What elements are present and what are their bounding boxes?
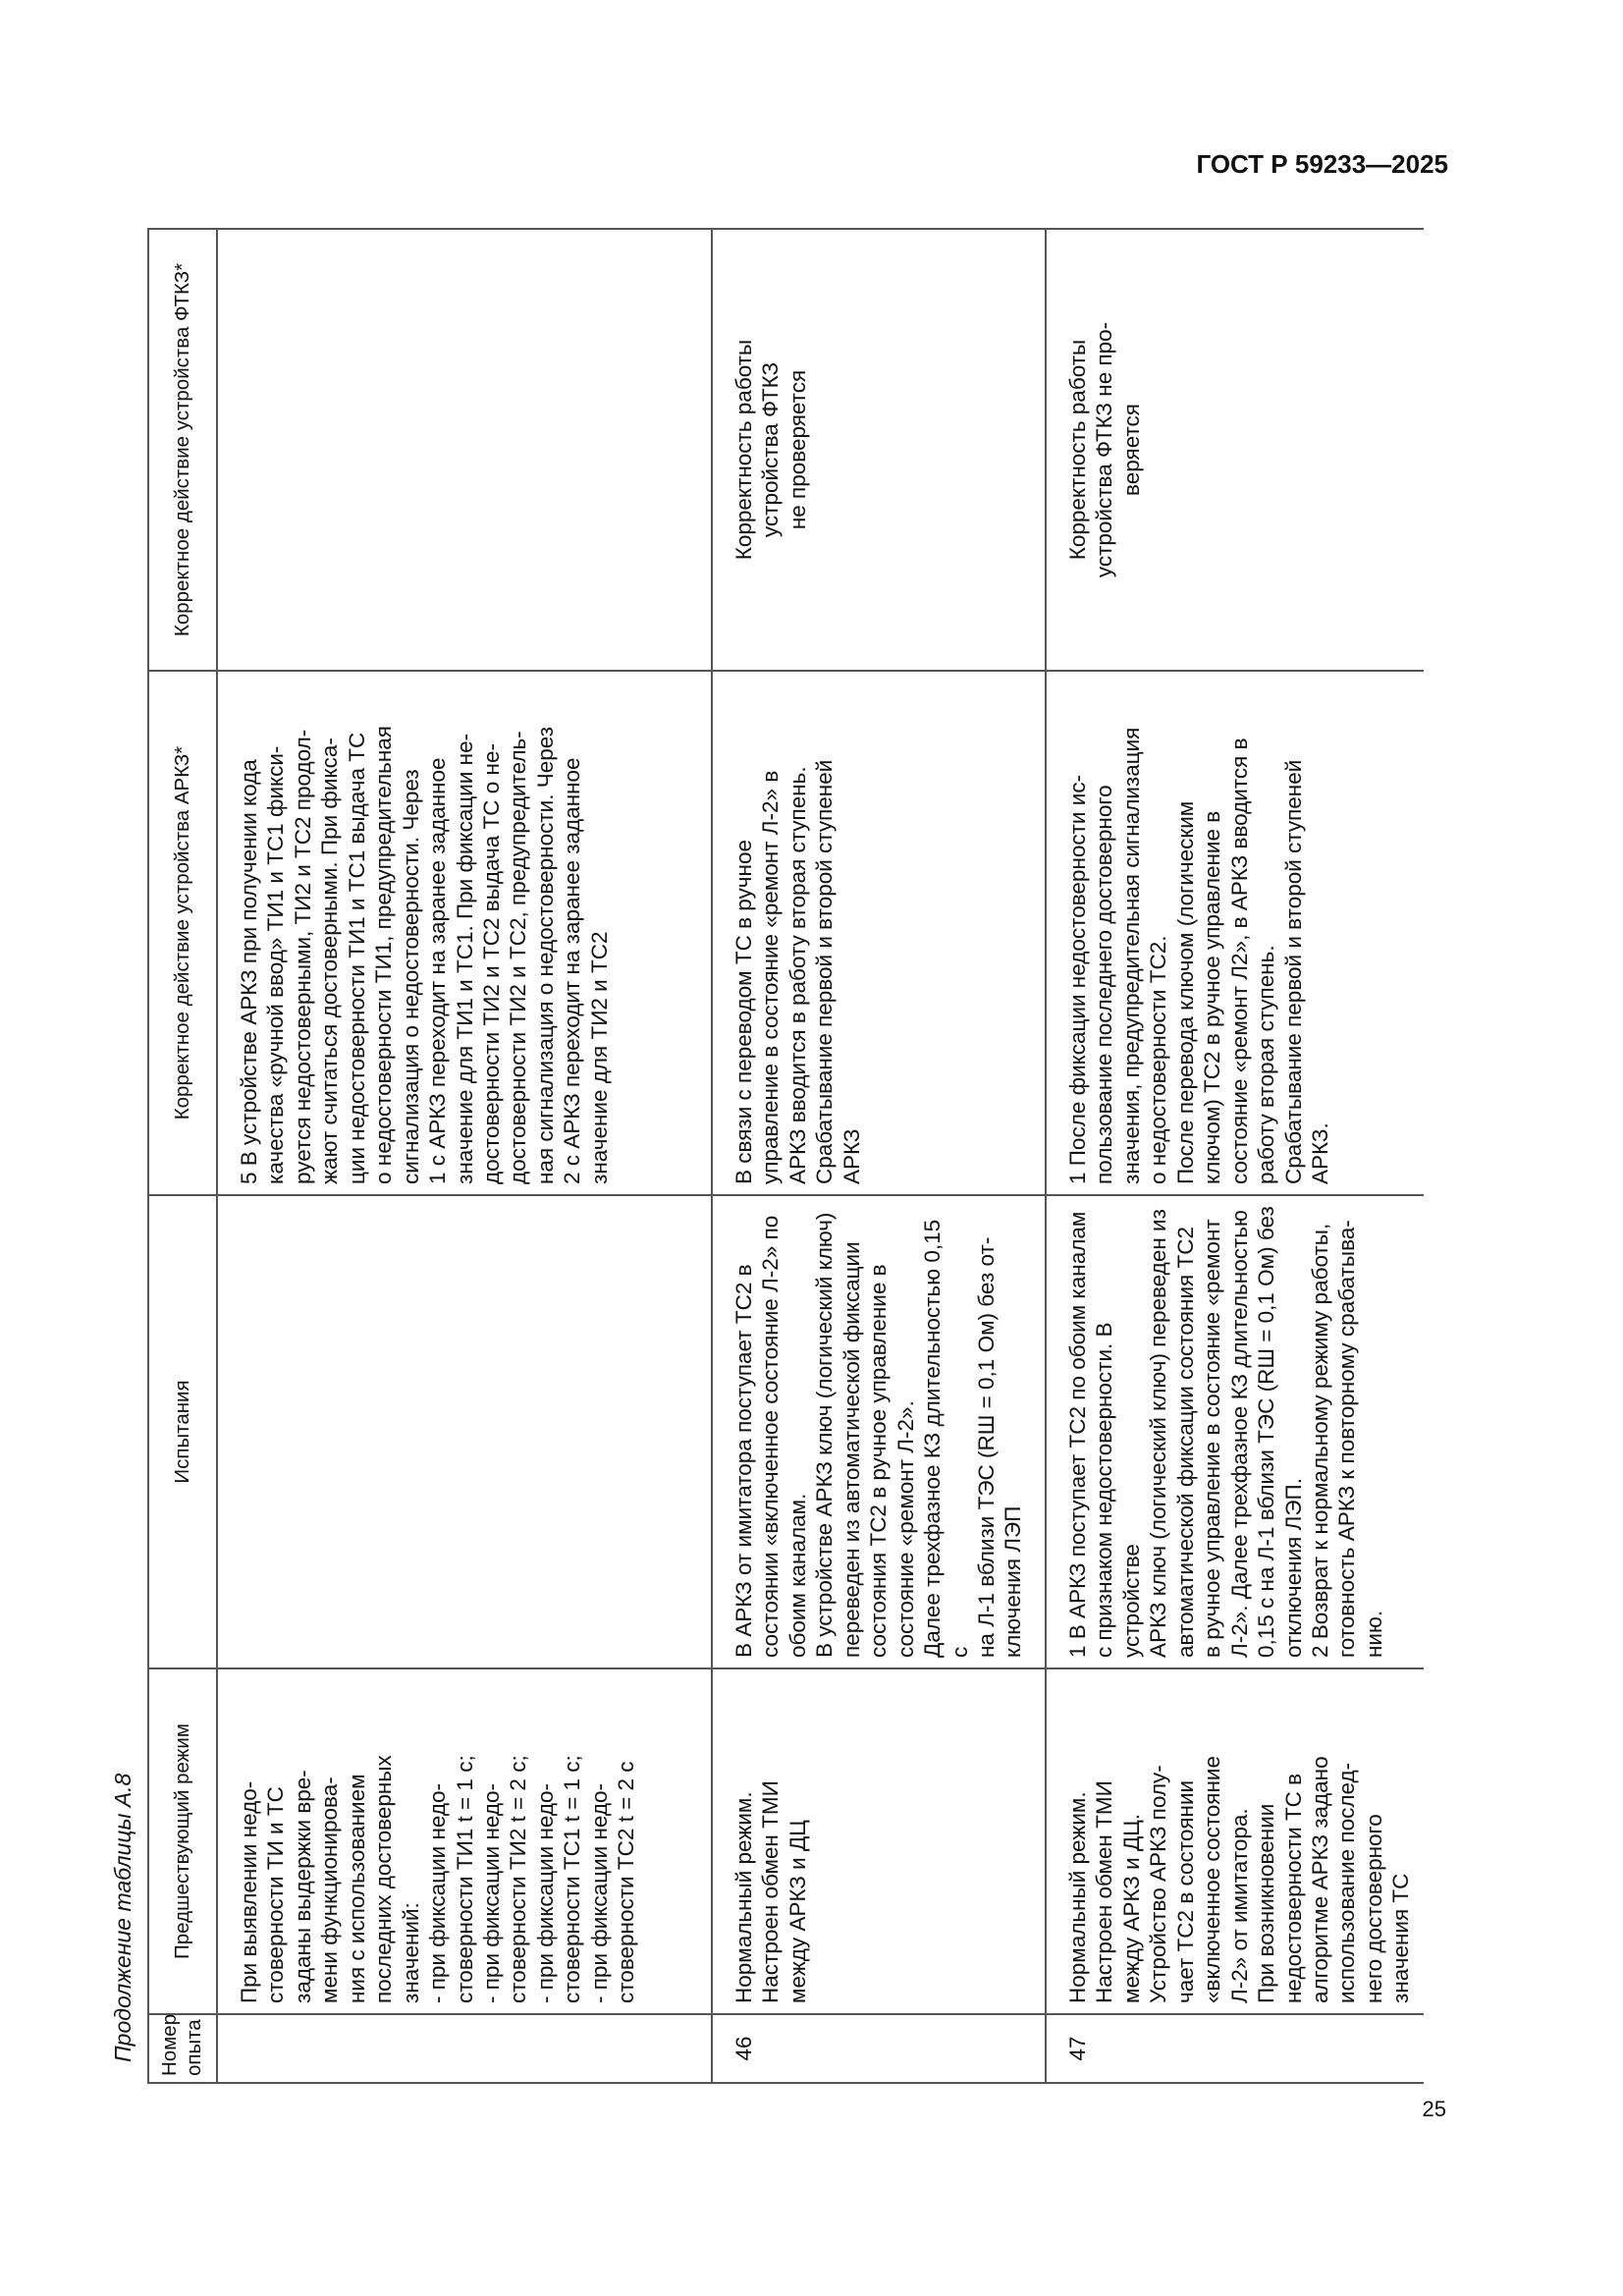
cell-tests	[217, 1195, 712, 1668]
cell-text-line: достоверности ТИ2 и ТС2, предупредитель-	[506, 731, 531, 1184]
cell-tests	[1046, 1195, 1424, 1668]
cell-text-line: значений:	[398, 1902, 423, 2003]
cell-text-line: стоверности ТИ и ТС	[263, 1786, 289, 2003]
cell-text-line: чает ТС2 в состоянии	[1172, 1779, 1198, 2003]
cell-text-line: работу вторая ступень.	[1254, 945, 1279, 1184]
cell-text-line: готовность АРКЗ к повторному срабатыва-	[1334, 1220, 1360, 1658]
cell-tests	[712, 1195, 1046, 1668]
cell-text-line: В устройстве АРКЗ ключ (логический ключ)	[812, 1212, 838, 1658]
cell-text-line: значение для ТИ1 и ТС1. При фиксации не-	[452, 733, 477, 1184]
cell-text-line: не проверяется	[784, 369, 810, 530]
cell-text-line: 1 В АРКЗ поступает ТС2 по обоим каналам	[1065, 1211, 1090, 1658]
cell-text-line: автоматической фиксации состояния ТС2	[1172, 1227, 1198, 1658]
cell-text-line: стоверности ТИ2 t = 2 с;	[506, 1755, 531, 2003]
cell-text-line: После перевода ключом (логическим	[1172, 800, 1198, 1184]
cell-text-line: Корректность работы	[731, 339, 756, 561]
cell-number: 47	[1046, 2014, 1424, 2083]
cell-text-line: Корректность работы	[1065, 339, 1090, 561]
cell-text-line: между АРКЗ и ДЦ.	[1118, 1813, 1144, 2003]
cell-text-line: веряется	[1118, 404, 1144, 496]
cell-text-line: на Л-1 вблизи ТЭС (RШ = 0,1 Ом) без от-	[973, 1236, 999, 1658]
cell-text-line: Настроен обмен ТМИ	[758, 1780, 784, 2003]
cell-text-line: При выявлении недо-	[237, 1780, 261, 2003]
cell-text-line: Настроен обмен ТМИ	[1092, 1780, 1117, 2003]
cell-text-line: управление в состояние «ремонт Л-2» в	[758, 770, 784, 1184]
cell-arkz-action	[712, 671, 1046, 1195]
cell-text-line: с признаком недостоверности. В устройстве	[1092, 1322, 1144, 1658]
cell-text-line: Далее трехфазное КЗ длительностью 0,15 с	[920, 1219, 972, 1658]
cell-text-line: АРКЗ	[839, 1128, 864, 1184]
cell-text-line: сигнализация о недостоверности. Через	[398, 769, 423, 1184]
cell-ftkz-action	[217, 229, 712, 671]
cell-text-line: «включенное состояние	[1200, 1756, 1225, 2003]
test-table	[147, 228, 1424, 2084]
cell-text-line: заданы выдержки вре-	[290, 1770, 315, 2003]
cell-text-line: стоверности ТИ1 t = 1 с;	[452, 1755, 477, 2003]
cell-text-line: ния с использованием	[344, 1774, 369, 2003]
cell-text-line: состояние «ремонт Л2», в АРКЗ вводится в	[1226, 738, 1252, 1184]
cell-arkz-action	[1046, 671, 1424, 1195]
cell-text-line: Срабатывание первой и второй ступеней	[812, 759, 838, 1184]
table-row	[217, 229, 712, 2083]
cell-text-line: мени функционирова-	[317, 1777, 343, 2003]
cell-text-line: пользование последнего достоверного	[1092, 785, 1117, 1184]
cell-text-line: АРКЗ.	[1307, 1122, 1332, 1184]
cell-text-line: переведен из автоматической фиксации	[839, 1241, 864, 1658]
document-id: ГОСТ Р 59233—2025	[1196, 149, 1448, 179]
cell-prev-mode	[712, 1668, 1046, 2014]
cell-ftkz-action	[1046, 229, 1424, 671]
cell-text-line: 1 с АРКЗ переходит на заранее заданное	[425, 757, 451, 1184]
rotated-table-wrapper	[147, 230, 1414, 2084]
table-caption: Продолжение таблицы А.8	[110, 1773, 135, 2062]
cell-number	[217, 2014, 712, 2083]
cell-text-line: отключения ЛЭП.	[1280, 1478, 1306, 1658]
cell-text-line: значения ТС	[1388, 1873, 1414, 2003]
col-header-tests: Испытания	[148, 1195, 217, 1668]
cell-text-line: Л-2». Далее трехфазное КЗ длительностью	[1226, 1210, 1252, 1658]
cell-text-line: - при фиксации недо-	[586, 1782, 612, 2003]
cell-text-line: 2 с АРКЗ переходит на заранее заданное	[560, 757, 585, 1184]
cell-text-line: В связи с переводом ТС в ручное	[731, 840, 756, 1184]
cell-text-line: о недостоверности ТС2.	[1146, 935, 1171, 1184]
cell-text-line: - при фиксации недо-	[478, 1782, 504, 2003]
cell-text-line: недостоверности ТС в	[1280, 1773, 1306, 2003]
cell-text-line: В АРКЗ от имитатора поступает ТС2 в	[731, 1264, 756, 1658]
cell-text-line: алгоритме АРКЗ задано	[1307, 1756, 1332, 2003]
cell-text-line: стоверности ТС2 t = 2 с	[614, 1761, 639, 2003]
cell-text-line: жают считаться достоверными. При фикса-	[317, 738, 343, 1184]
cell-text-line: устройства ФТКЗ не про-	[1092, 321, 1117, 578]
cell-text-line: использование послед-	[1334, 1762, 1360, 2003]
cell-text-line: о недостоверности ТИ1, предупредительная	[371, 726, 397, 1184]
cell-text-line: 2 Возврат к нормальному режиму работы,	[1307, 1223, 1332, 1658]
cell-prev-mode	[217, 1668, 712, 2014]
cell-text-line: в ручное управление в состояние «ремонт	[1200, 1219, 1225, 1658]
table-row	[1046, 229, 1424, 2083]
table-row	[712, 229, 1046, 2083]
col-header-number: Номер опыта	[148, 2014, 217, 2083]
cell-text-line: - при фиксации недо-	[425, 1782, 451, 2003]
cell-text-line: качества «ручной ввод» ТИ1 и ТС1 фикси-	[263, 745, 289, 1184]
cell-text-line: Нормальный режим.	[731, 1791, 756, 2003]
cell-prev-mode	[1046, 1668, 1424, 2014]
cell-text-line: состояния ТС2 в ручное управление в	[866, 1264, 892, 1658]
cell-text-line: последних достоверных	[371, 1755, 397, 2003]
cell-text-line: При возникновении	[1254, 1803, 1279, 2003]
page-number: 25	[1422, 2097, 1446, 2121]
cell-text-line: АРКЗ вводится в работу вторая ступень.	[784, 766, 810, 1184]
cell-text-line: нию.	[1361, 1610, 1386, 1658]
cell-text-line: Устройство АРКЗ полу-	[1146, 1765, 1171, 2003]
cell-text-line: ключом) ТС2 в ручное управление в	[1200, 810, 1225, 1184]
cell-number: 46	[712, 2014, 1046, 2083]
cell-text-line: ключения ЛЭП	[1001, 1505, 1026, 1658]
cell-text-line: достоверности ТИ2 и ТС2 выдача ТС о не-	[478, 743, 504, 1184]
cell-text-line: АРКЗ ключ (логический ключ) переведен из	[1146, 1209, 1171, 1658]
cell-text-line: Срабатывание первой и второй ступеней	[1280, 759, 1306, 1184]
cell-text-line: - при фиксации недо-	[532, 1782, 558, 2003]
cell-text-line: руется недостоверными, ТИ2 и ТС2 продол-	[290, 729, 315, 1184]
cell-text-line: ции недостоверности ТИ1 и ТС1 выдача ТС	[344, 732, 369, 1184]
cell-text-line: него достоверного	[1361, 1814, 1386, 2003]
cell-text-line: между АРКЗ и ДЦ	[784, 1820, 810, 2003]
cell-text-line: Нормальный режим.	[1065, 1791, 1090, 2003]
cell-arkz-action	[217, 671, 712, 1195]
cell-ftkz-action	[712, 229, 1046, 671]
cell-text-line: значения, предупредительная сигнализация	[1118, 727, 1144, 1184]
cell-text-line: 1 После фиксации недостоверности ис-	[1065, 774, 1090, 1184]
cell-text-line: состояние «ремонт Л-2».	[893, 1400, 918, 1658]
cell-text-line: 5 В устройстве АРКЗ при получении кода	[237, 759, 261, 1184]
table-header-row	[148, 229, 217, 2083]
cell-text-line: стоверности ТС1 t = 1 с;	[560, 1755, 585, 2003]
cell-text-line: обоим каналам.	[784, 1493, 810, 1658]
col-header-ftkz-action: Корректное действие устройства ФТКЗ*	[148, 229, 217, 671]
cell-text-line: устройства ФТКЗ	[758, 361, 784, 538]
col-header-arkz-action: Корректное действие устройства АРКЗ*	[148, 671, 217, 1195]
cell-text-line: Л-2» от имитатора.	[1226, 1808, 1252, 2003]
cell-text-line: 0,15 с на Л-1 вблизи ТЭС (RШ = 0,1 Ом) без	[1254, 1206, 1279, 1658]
col-header-prev-mode: Предшествующий режим	[148, 1668, 217, 2014]
cell-text-line: состоянии «включенное состояние Л-2» по	[758, 1215, 784, 1658]
cell-text-line: значение для ТИ2 и ТС2	[586, 931, 612, 1184]
cell-text-line: ная сигнализация о недостоверности. Через	[532, 726, 558, 1184]
